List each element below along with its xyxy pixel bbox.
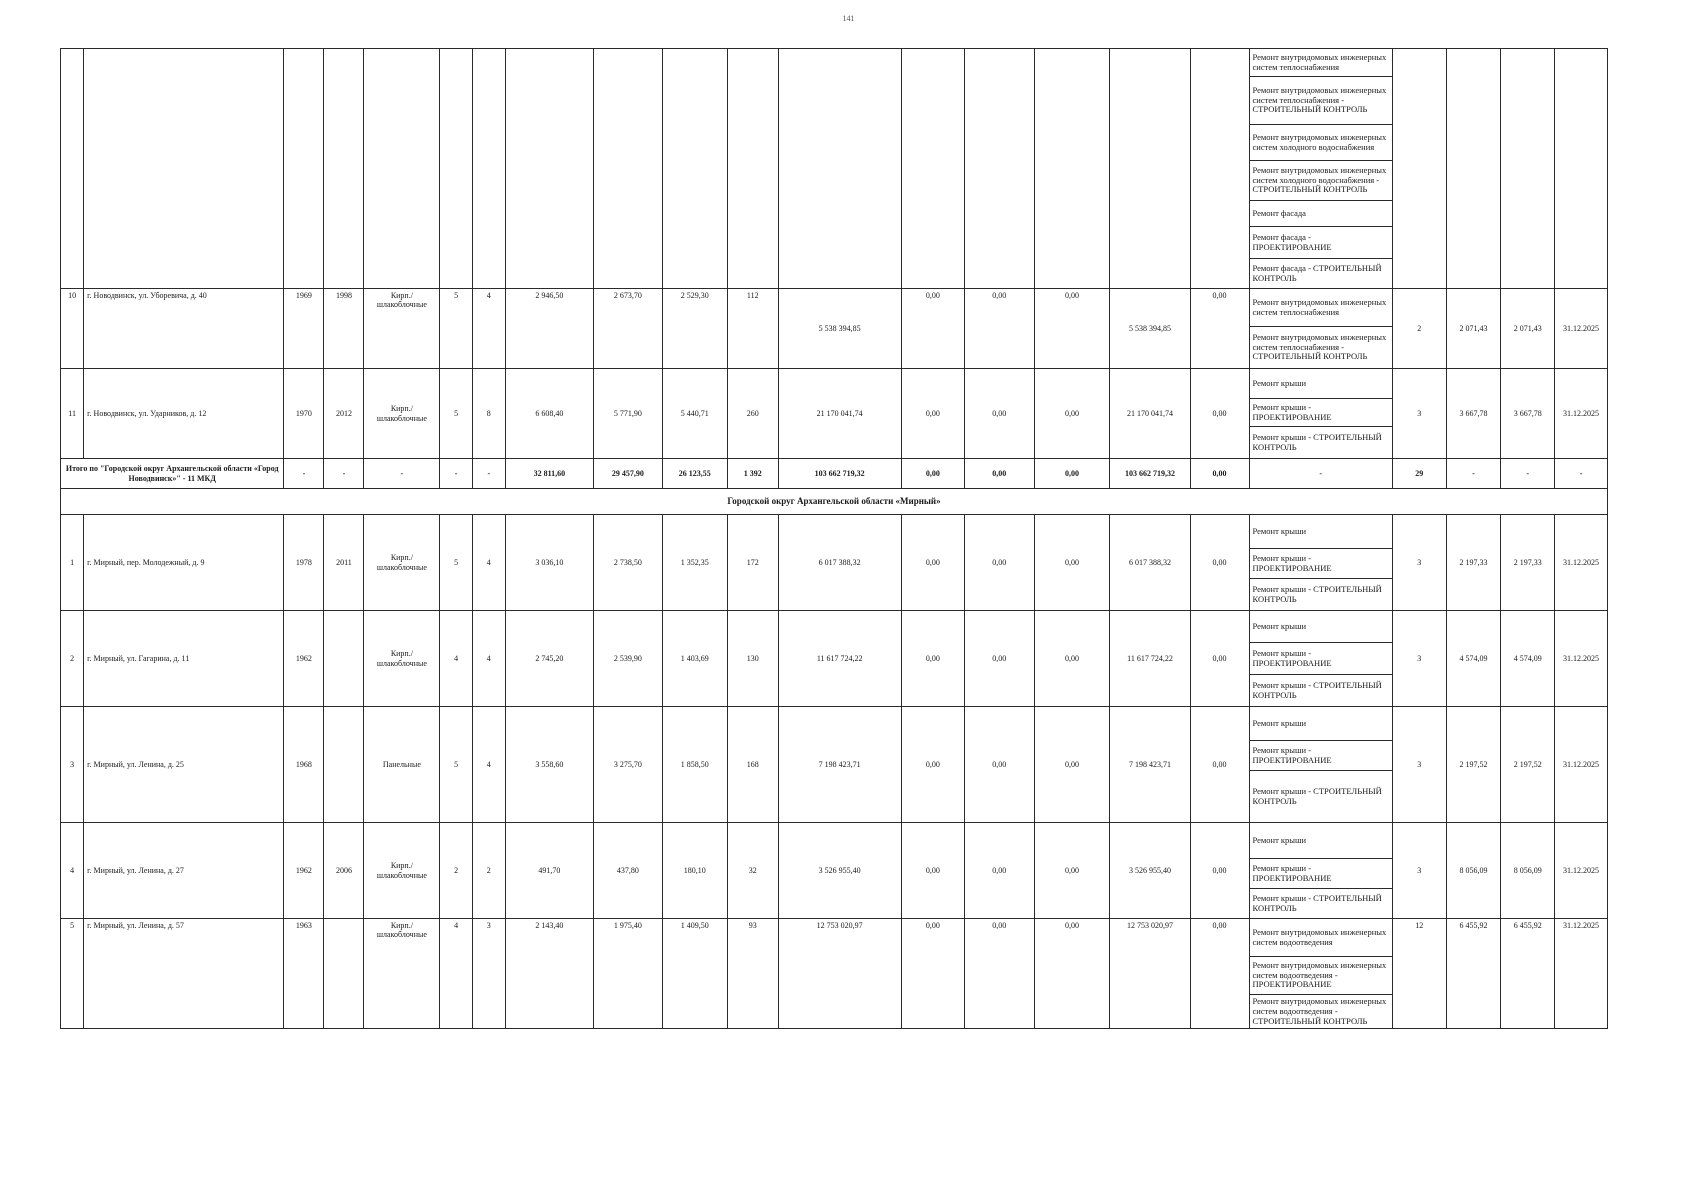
subtotal-residents: 1 392 <box>727 459 778 489</box>
dash: - <box>324 459 364 489</box>
unit-cost: 2 197,52 <box>1446 707 1501 823</box>
row-number: 5 <box>61 919 84 1029</box>
year-built: 1962 <box>284 611 324 707</box>
cost-owners: 3 526 955,40 <box>1110 823 1190 919</box>
cost-owners: 5 538 394,85 <box>1110 289 1190 369</box>
area-total: 2 143,40 <box>505 919 594 1029</box>
row-number: 1 <box>61 515 84 611</box>
max-unit-cost: 2 197,33 <box>1501 515 1555 611</box>
area-rooms: 437,80 <box>594 823 662 919</box>
area-rooms: 2 738,50 <box>594 515 662 611</box>
cost-region: 0,00 <box>965 515 1035 611</box>
cost-municipal: 0,00 <box>1034 369 1110 459</box>
entrances: 8 <box>472 369 505 459</box>
deadline: 31.12.2025 <box>1555 919 1608 1029</box>
section-title: Городской округ Архангельской области «Мирный» <box>61 489 1608 515</box>
table-row <box>61 515 1608 549</box>
unit-cost: 2 071,43 <box>1446 289 1501 369</box>
year-built: 1969 <box>284 289 324 369</box>
area-living: 2 529,30 <box>662 289 727 369</box>
table-row <box>61 823 1608 859</box>
cost-other: 0,00 <box>1190 919 1249 1029</box>
row-number: 3 <box>61 707 84 823</box>
wall-material: Кирп./ шлакоблочные <box>364 369 440 459</box>
work-item: Ремонт внутридомовых инженерных систем водоотведения - СТРОИТЕЛЬНЫЙ КОНТРОЛЬ <box>1249 995 1392 1029</box>
cost-owners: 11 617 724,22 <box>1110 611 1190 707</box>
unit-cost: 4 574,09 <box>1446 611 1501 707</box>
area-living: 5 440,71 <box>662 369 727 459</box>
area-rooms: 3 275,70 <box>594 707 662 823</box>
works-count: 3 <box>1392 369 1446 459</box>
floors: 5 <box>440 369 473 459</box>
cost-total: 21 170 041,74 <box>778 369 901 459</box>
subtotal-area-total: 32 811,60 <box>505 459 594 489</box>
dash: - <box>472 459 505 489</box>
cell-empty <box>84 49 284 289</box>
subtotal-cost-fund: 0,00 <box>901 459 964 489</box>
cost-total: 7 198 423,71 <box>778 707 901 823</box>
cost-fund: 0,00 <box>901 919 964 1029</box>
cost-other: 0,00 <box>1190 369 1249 459</box>
area-rooms: 1 975,40 <box>594 919 662 1029</box>
work-item: Ремонт фасада <box>1249 201 1392 227</box>
address: г. Мирный, пер. Молодежный, д. 9 <box>84 515 284 611</box>
work-item: Ремонт крыши - СТРОИТЕЛЬНЫЙ КОНТРОЛЬ <box>1249 889 1392 919</box>
work-item: Ремонт внутридомовых инженерных систем теплоснабжения - СТРОИТЕЛЬНЫЙ КОНТРОЛЬ <box>1249 77 1392 125</box>
year-repair <box>324 707 364 823</box>
capital-repair-table-sheet <box>60 48 1608 1029</box>
deadline: 31.12.2025 <box>1555 707 1608 823</box>
cost-other: 0,00 <box>1190 707 1249 823</box>
work-item: Ремонт крыши - СТРОИТЕЛЬНЫЙ КОНТРОЛЬ <box>1249 675 1392 707</box>
address: г. Мирный, ул. Ленина, д. 25 <box>84 707 284 823</box>
subtotal-label: Итого по "Городской округ Архангельской области «Город Новодвинск»" - 11 МКД <box>61 459 284 489</box>
work-item: Ремонт фасада - СТРОИТЕЛЬНЫЙ КОНТРОЛЬ <box>1249 259 1392 289</box>
year-repair <box>324 919 364 1029</box>
cost-total: 5 538 394,85 <box>778 289 901 369</box>
max-unit-cost: 4 574,09 <box>1501 611 1555 707</box>
residents: 168 <box>727 707 778 823</box>
unit-cost: 3 667,78 <box>1446 369 1501 459</box>
area-living: 180,10 <box>662 823 727 919</box>
dash: - <box>1446 459 1501 489</box>
works-count: 12 <box>1392 919 1446 1029</box>
table-row <box>61 707 1608 741</box>
cost-municipal: 0,00 <box>1034 289 1110 369</box>
subtotal-cost-municipal: 0,00 <box>1034 459 1110 489</box>
cost-total: 12 753 020,97 <box>778 919 901 1029</box>
cost-other: 0,00 <box>1190 515 1249 611</box>
address: г. Мирный, ул. Ленина, д. 27 <box>84 823 284 919</box>
cost-fund: 0,00 <box>901 369 964 459</box>
area-total: 491,70 <box>505 823 594 919</box>
work-item: Ремонт крыши <box>1249 823 1392 859</box>
cost-region: 0,00 <box>965 289 1035 369</box>
max-unit-cost: 8 056,09 <box>1501 823 1555 919</box>
cost-other: 0,00 <box>1190 611 1249 707</box>
year-built: 1970 <box>284 369 324 459</box>
cost-municipal: 0,00 <box>1034 707 1110 823</box>
unit-cost: 2 197,33 <box>1446 515 1501 611</box>
year-built: 1968 <box>284 707 324 823</box>
year-repair: 2012 <box>324 369 364 459</box>
year-built: 1962 <box>284 823 324 919</box>
wall-material: Кирп./ шлакоблочные <box>364 919 440 1029</box>
work-item: Ремонт крыши - ПРОЕКТИРОВАНИЕ <box>1249 643 1392 675</box>
cost-municipal: 0,00 <box>1034 611 1110 707</box>
cost-fund: 0,00 <box>901 515 964 611</box>
cost-owners: 12 753 020,97 <box>1110 919 1190 1029</box>
cost-municipal: 0,00 <box>1034 515 1110 611</box>
work-item: Ремонт внутридомовых инженерных систем водоотведения - ПРОЕКТИРОВАНИЕ <box>1249 957 1392 995</box>
year-repair: 2011 <box>324 515 364 611</box>
table-row <box>61 289 1608 327</box>
subtotal-cost-other: 0,00 <box>1190 459 1249 489</box>
row-number: 10 <box>61 289 84 369</box>
works-count: 3 <box>1392 707 1446 823</box>
unit-cost: 8 056,09 <box>1446 823 1501 919</box>
entrances: 2 <box>472 823 505 919</box>
wall-material: Кирп./ шлакоблочные <box>364 289 440 369</box>
year-repair <box>324 611 364 707</box>
subtotal-cost-owners: 103 662 719,32 <box>1110 459 1190 489</box>
work-item: Ремонт крыши - ПРОЕКТИРОВАНИЕ <box>1249 549 1392 579</box>
area-total: 2 745,20 <box>505 611 594 707</box>
works-count: 3 <box>1392 823 1446 919</box>
subtotal-row <box>61 459 1608 489</box>
deadline: 31.12.2025 <box>1555 369 1608 459</box>
cost-other: 0,00 <box>1190 289 1249 369</box>
max-unit-cost: 3 667,78 <box>1501 369 1555 459</box>
dash: - <box>1249 459 1392 489</box>
work-item: Ремонт внутридомовых инженерных систем теплоснабжения - СТРОИТЕЛЬНЫЙ КОНТРОЛЬ <box>1249 327 1392 369</box>
table-row <box>61 369 1608 399</box>
cost-total: 3 526 955,40 <box>778 823 901 919</box>
area-total: 2 946,50 <box>505 289 594 369</box>
entrances: 4 <box>472 515 505 611</box>
cost-owners: 6 017 388,32 <box>1110 515 1190 611</box>
entrances: 3 <box>472 919 505 1029</box>
residents: 260 <box>727 369 778 459</box>
floors: 5 <box>440 707 473 823</box>
floors: 5 <box>440 515 473 611</box>
cost-total: 11 617 724,22 <box>778 611 901 707</box>
deadline: 31.12.2025 <box>1555 611 1608 707</box>
work-item: Ремонт крыши - СТРОИТЕЛЬНЫЙ КОНТРОЛЬ <box>1249 771 1392 823</box>
unit-cost: 6 455,92 <box>1446 919 1501 1029</box>
address: г. Мирный, ул. Гагарина, д. 11 <box>84 611 284 707</box>
works-count: 2 <box>1392 289 1446 369</box>
cost-region: 0,00 <box>965 369 1035 459</box>
area-rooms: 5 771,90 <box>594 369 662 459</box>
cost-fund: 0,00 <box>901 707 964 823</box>
section-row <box>61 489 1608 515</box>
entrances: 4 <box>472 611 505 707</box>
dash: - <box>364 459 440 489</box>
work-item: Ремонт крыши - ПРОЕКТИРОВАНИЕ <box>1249 741 1392 771</box>
subtotal-area-rooms: 29 457,90 <box>594 459 662 489</box>
work-item: Ремонт крыши - ПРОЕКТИРОВАНИЕ <box>1249 859 1392 889</box>
max-unit-cost: 2 071,43 <box>1501 289 1555 369</box>
year-built: 1963 <box>284 919 324 1029</box>
dash: - <box>1555 459 1608 489</box>
page-number: 141 <box>842 14 855 23</box>
deadline: 31.12.2025 <box>1555 289 1608 369</box>
subtotal-works-count: 29 <box>1392 459 1446 489</box>
wall-material: Кирп./ шлакоблочные <box>364 823 440 919</box>
wall-material: Кирп./ шлакоблочные <box>364 515 440 611</box>
work-item: Ремонт крыши <box>1249 707 1392 741</box>
work-item: Ремонт внутридомовых инженерных систем теплоснабжения <box>1249 49 1392 77</box>
floors: 4 <box>440 919 473 1029</box>
work-item: Ремонт фасада - ПРОЕКТИРОВАНИЕ <box>1249 227 1392 259</box>
cost-fund: 0,00 <box>901 289 964 369</box>
entrances: 4 <box>472 707 505 823</box>
work-item: Ремонт внутридомовых инженерных систем холодного водоснабжения <box>1249 125 1392 161</box>
work-item: Ремонт крыши <box>1249 369 1392 399</box>
table-row <box>61 919 1608 957</box>
address: г. Мирный, ул. Ленина, д. 57 <box>84 919 284 1029</box>
dash: - <box>440 459 473 489</box>
residents: 32 <box>727 823 778 919</box>
subtotal-area-living: 26 123,55 <box>662 459 727 489</box>
area-total: 3 558,60 <box>505 707 594 823</box>
capital-repair-table <box>60 48 1608 1029</box>
work-item: Ремонт крыши <box>1249 515 1392 549</box>
work-item: Ремонт крыши - ПРОЕКТИРОВАНИЕ <box>1249 399 1392 427</box>
works-count: 3 <box>1392 515 1446 611</box>
area-living: 1 409,50 <box>662 919 727 1029</box>
residents: 172 <box>727 515 778 611</box>
cost-owners: 7 198 423,71 <box>1110 707 1190 823</box>
subtotal-cost-total: 103 662 719,32 <box>778 459 901 489</box>
area-rooms: 2 539,90 <box>594 611 662 707</box>
address: г. Новодвинск, ул. Уборевича, д. 40 <box>84 289 284 369</box>
area-living: 1 403,69 <box>662 611 727 707</box>
cost-other: 0,00 <box>1190 823 1249 919</box>
residents: 93 <box>727 919 778 1029</box>
table-row <box>61 49 1608 77</box>
wall-material: Кирп./ шлакоблочные <box>364 611 440 707</box>
cost-municipal: 0,00 <box>1034 823 1110 919</box>
residents: 112 <box>727 289 778 369</box>
subtotal-cost-region: 0,00 <box>965 459 1035 489</box>
cost-owners: 21 170 041,74 <box>1110 369 1190 459</box>
max-unit-cost: 6 455,92 <box>1501 919 1555 1029</box>
work-item: Ремонт внутридомовых инженерных систем водоотведения <box>1249 919 1392 957</box>
year-repair: 1998 <box>324 289 364 369</box>
dash: - <box>284 459 324 489</box>
row-number: 2 <box>61 611 84 707</box>
cost-region: 0,00 <box>965 611 1035 707</box>
area-total: 3 036,10 <box>505 515 594 611</box>
entrances: 4 <box>472 289 505 369</box>
residents: 130 <box>727 611 778 707</box>
floors: 4 <box>440 611 473 707</box>
work-item: Ремонт внутридомовых инженерных систем теплоснабжения <box>1249 289 1392 327</box>
deadline: 31.12.2025 <box>1555 515 1608 611</box>
table-row <box>61 611 1608 643</box>
works-count: 3 <box>1392 611 1446 707</box>
work-item: Ремонт крыши <box>1249 611 1392 643</box>
cost-fund: 0,00 <box>901 823 964 919</box>
year-repair: 2006 <box>324 823 364 919</box>
area-living: 1 858,50 <box>662 707 727 823</box>
area-total: 6 608,40 <box>505 369 594 459</box>
floors: 2 <box>440 823 473 919</box>
row-number: 11 <box>61 369 84 459</box>
deadline: 31.12.2025 <box>1555 823 1608 919</box>
cost-region: 0,00 <box>965 823 1035 919</box>
work-item: Ремонт внутридомовых инженерных систем холодного водоснабжения - СТРОИТЕЛЬНЫЙ КОНТРОЛЬ <box>1249 161 1392 201</box>
address: г. Новодвинск, ул. Ударников, д. 12 <box>84 369 284 459</box>
floors: 5 <box>440 289 473 369</box>
max-unit-cost: 2 197,52 <box>1501 707 1555 823</box>
cost-fund: 0,00 <box>901 611 964 707</box>
cost-region: 0,00 <box>965 919 1035 1029</box>
work-item: Ремонт крыши - СТРОИТЕЛЬНЫЙ КОНТРОЛЬ <box>1249 427 1392 459</box>
cell-empty <box>61 49 84 289</box>
year-built: 1978 <box>284 515 324 611</box>
cost-municipal: 0,00 <box>1034 919 1110 1029</box>
wall-material: Панельные <box>364 707 440 823</box>
dash: - <box>1501 459 1555 489</box>
area-rooms: 2 673,70 <box>594 289 662 369</box>
cost-region: 0,00 <box>965 707 1035 823</box>
cost-total: 6 017 388,32 <box>778 515 901 611</box>
work-item: Ремонт крыши - СТРОИТЕЛЬНЫЙ КОНТРОЛЬ <box>1249 579 1392 611</box>
area-living: 1 352,35 <box>662 515 727 611</box>
row-number: 4 <box>61 823 84 919</box>
